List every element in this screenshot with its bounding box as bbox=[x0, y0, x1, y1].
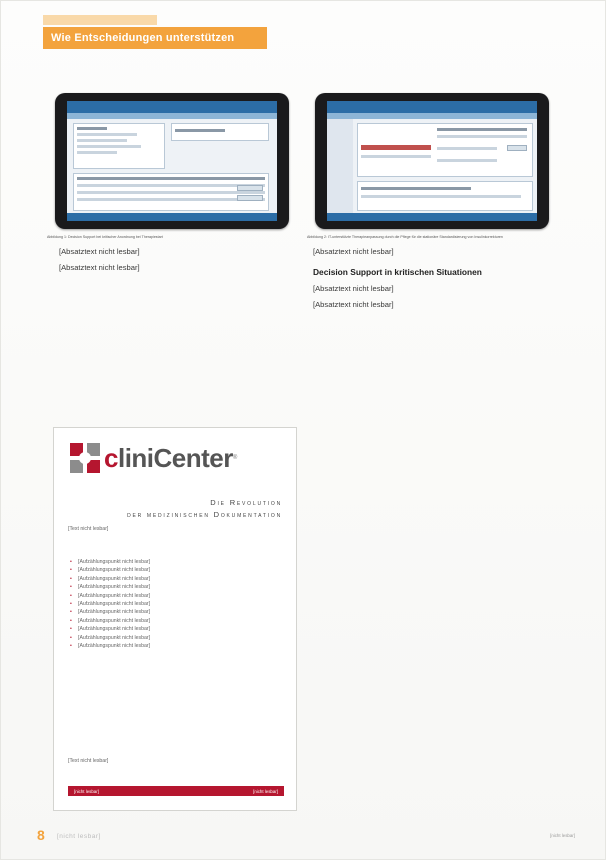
list-item: • [Aufzählungspunkt nicht lesbar] bbox=[68, 575, 284, 583]
tablet-frame bbox=[55, 93, 289, 229]
body-paragraph: [Absatztext nicht lesbar] bbox=[313, 283, 394, 293]
list-item: • [Aufzählungspunkt nicht lesbar] bbox=[68, 566, 284, 574]
ad-feature-list bbox=[68, 558, 284, 650]
list-item: • [Aufzählungspunkt nicht lesbar] bbox=[68, 592, 284, 600]
list-item: • [Aufzählungspunkt nicht lesbar] bbox=[68, 558, 284, 566]
issue-info: [nicht lesbar] bbox=[550, 833, 575, 838]
figure-2 bbox=[307, 93, 557, 239]
ad-outro-text: [Text nicht lesbar] bbox=[68, 758, 109, 764]
body-paragraph: [Absatztext nicht lesbar] bbox=[313, 247, 394, 256]
figure-1 bbox=[47, 93, 297, 239]
tablet-screen-screenshot bbox=[67, 101, 277, 221]
tablet-screen-screenshot bbox=[327, 101, 537, 221]
ad-tagline-line2: der medizinischen Dokumentation bbox=[127, 510, 282, 519]
trademark-symbol: ® bbox=[232, 455, 238, 461]
list-item: • [Aufzählungspunkt nicht lesbar] bbox=[68, 617, 284, 625]
publication-name: [nicht lesbar] bbox=[57, 833, 101, 840]
list-item: • [Aufzählungspunkt nicht lesbar] bbox=[68, 583, 284, 591]
advertisement-clinicenter[interactable] bbox=[53, 427, 297, 811]
ad-footer-left: [nicht lesbar] bbox=[74, 788, 99, 794]
page-number: 8 bbox=[37, 827, 45, 843]
tablet-frame bbox=[315, 93, 549, 229]
ad-footer-right[interactable]: [nicht lesbar] bbox=[253, 788, 278, 794]
figure-2-caption: Abbildung 2: IT-unterstützte Therapieanpassung durch die Pflege für die stationäre Standardisierung von Insulinkorrekturen bbox=[307, 235, 503, 239]
body-paragraph: [Absatztext nicht lesbar] bbox=[313, 300, 394, 310]
ad-intro-text: [Text nicht lesbar] bbox=[68, 526, 109, 532]
body-column-left bbox=[59, 247, 295, 280]
ad-tagline-line1: Die Revolution bbox=[210, 498, 282, 507]
list-item: • [Aufzählungspunkt nicht lesbar] bbox=[68, 608, 284, 616]
section-header-tab bbox=[43, 15, 157, 25]
figure-1-caption: Abbildung 1: Decision Support bei kritischer Anordnung bei Therapiestart bbox=[47, 235, 163, 239]
section-header-bar bbox=[43, 27, 267, 49]
ad-footer-bar[interactable] bbox=[68, 786, 284, 796]
clinicenter-logo bbox=[68, 438, 237, 478]
clinicenter-logo-icon bbox=[68, 441, 102, 475]
subheading: Decision Support in kritischen Situationen bbox=[313, 267, 482, 278]
body-paragraph: [Absatztext nicht lesbar] bbox=[59, 263, 140, 273]
list-item: • [Aufzählungspunkt nicht lesbar] bbox=[68, 625, 284, 633]
body-column-right bbox=[313, 247, 549, 317]
list-item: • [Aufzählungspunkt nicht lesbar] bbox=[68, 634, 284, 642]
list-item: • [Aufzählungspunkt nicht lesbar] bbox=[68, 600, 284, 608]
body-paragraph: [Absatztext nicht lesbar] bbox=[59, 247, 140, 256]
clinicenter-wordmark: cliniCenter bbox=[104, 442, 233, 473]
list-item: • [Aufzählungspunkt nicht lesbar] bbox=[68, 642, 284, 650]
section-title: Wie Entscheidungen unterstützen bbox=[51, 32, 235, 44]
